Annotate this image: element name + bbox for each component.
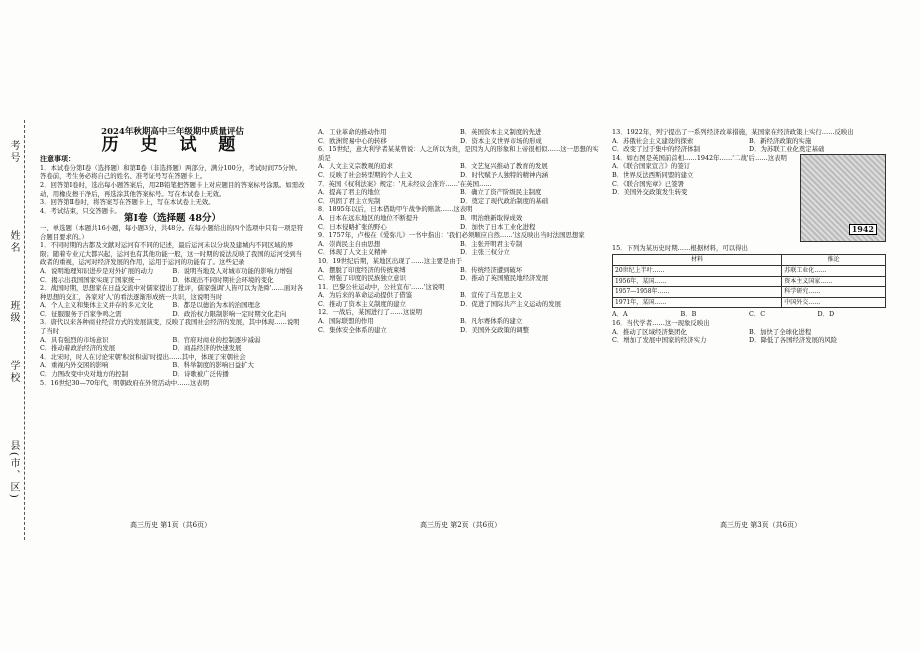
option: B．主张开明君主专制 bbox=[460, 239, 523, 248]
question-5: 5．16世纪30—70年代，明朝政府在外贸活动中……这表明 bbox=[40, 378, 210, 387]
option: B．加快了全球化进程 bbox=[749, 327, 812, 336]
option: D．美国外交政策的调整 bbox=[460, 325, 530, 334]
class-label: 班级 bbox=[8, 300, 19, 324]
option: D．商品经济的快速发展 bbox=[172, 344, 242, 353]
q16-options bbox=[612, 328, 886, 345]
question-11: 11．巴黎公社运动中，公社宣布'……'这说明 bbox=[318, 282, 445, 291]
notice-3: 3．回答第Ⅱ卷时，将答案写在答题卡上，写在本试卷上无效。 bbox=[40, 198, 215, 207]
option: B．确立了资产阶级民主制度 bbox=[460, 188, 542, 197]
name-label: 姓名 bbox=[8, 230, 19, 254]
option: D．D bbox=[817, 310, 835, 319]
option: B．科举制度的影响日益扩大 bbox=[172, 361, 254, 370]
cartoon-tag: 1942 bbox=[849, 224, 877, 235]
option: B．文艺复兴推动了教育的发展 bbox=[460, 162, 548, 171]
binding-strip bbox=[0, 120, 34, 540]
q5-options bbox=[318, 128, 602, 145]
option: D．奠定了现代政治制度的基础 bbox=[460, 196, 549, 205]
option: D．促进了国际共产主义运动的发展 bbox=[460, 299, 561, 308]
table-cell: 苏联工业化…… bbox=[782, 265, 886, 276]
option: C．征服服务于百家争鸣之需 bbox=[40, 309, 122, 318]
option: A．苏俄社会主义建设的探索 bbox=[612, 136, 694, 145]
q9-options bbox=[318, 240, 602, 257]
option: A．为后来的革命运动提供了借鉴 bbox=[318, 291, 413, 300]
option: B．宣传了马克思主义 bbox=[460, 291, 523, 300]
school-label: 学校 bbox=[8, 360, 19, 384]
option: D．资本主义世界市场的形成 bbox=[460, 136, 542, 145]
option: A．摆脱了印度经济的传统束缚 bbox=[318, 265, 406, 274]
option: C．反映了社会转型期的个人主义 bbox=[318, 170, 413, 179]
question-1: 1．不同时期的古都及文献对运河有不同的记述，最后运河未以分块及建城内不同区域的界限；随着专业元大都兴起，运河也有其他功能一般，这一时期的说法反映了我国的运河受到当政者的重视，运河对经济发展的作用，运用于运河的功能有了。这些记录 bbox=[40, 241, 303, 267]
notice-2: 2．回答第Ⅰ卷时，选出每小题答案后，用2B铅笔把答题卡上对应题目的答案标号涂黑。如需改动，用橡皮擦干净后，再选涂其他答案标号。写在本试卷上无效。 bbox=[40, 180, 305, 198]
table-row bbox=[613, 287, 886, 298]
option: A．国际联盟的作用 bbox=[318, 317, 374, 326]
option: C．推动着政治经济的发展 bbox=[40, 344, 116, 353]
option: B．凡尔赛体系的建立 bbox=[460, 317, 523, 326]
q14-option: C．《联合国宪章》已签署 bbox=[612, 179, 684, 188]
question-6: 6．15世纪，意大利学者某某曾说：人之所以为贵，是因为人的形象和上帝很相似……这一思想的实质是 bbox=[318, 145, 599, 162]
q8-options bbox=[318, 214, 602, 231]
section-title: 第Ⅰ卷（选择题 48分） bbox=[124, 213, 221, 225]
option: A．崇尚民主自由思想 bbox=[318, 239, 381, 248]
option: A．提高了君主的地位 bbox=[318, 188, 381, 197]
exam-title: 历 史 试 题 bbox=[101, 134, 244, 155]
q15-table bbox=[612, 254, 886, 308]
question-7: 7．英国《权利法案》规定：'凡未经议会准许……'在英国…… bbox=[318, 179, 492, 188]
option: A．推动了区域经济集团化 bbox=[612, 327, 687, 336]
option: C．增强了印度的民族独立意识 bbox=[318, 274, 406, 283]
question-16: 16．当代学者……这一现象反映出 bbox=[612, 318, 710, 327]
question-14: 14．如右图是英国前首相……1942年……'二战'后……这表明 bbox=[612, 153, 787, 162]
q13-options bbox=[612, 137, 886, 154]
option: B．说明当地及人对城市功能的影响力增强 bbox=[172, 266, 293, 275]
binding-line bbox=[24, 120, 25, 540]
option: C．欧洲贸易中心的转移 bbox=[318, 136, 387, 145]
q1-options bbox=[40, 267, 305, 284]
table-row bbox=[613, 265, 886, 276]
option: C．揭示出我国国家实现了国家统一 bbox=[40, 275, 141, 284]
q14-option: D．美国外交政策发生转变 bbox=[612, 188, 688, 197]
table-cell: 科学研究…… bbox=[782, 287, 886, 298]
option: D．为苏联工业化奠定基础 bbox=[749, 145, 825, 154]
q3-options bbox=[40, 336, 305, 353]
question-10: 10．19世纪后期，某地区出现了……这主要是由于 bbox=[318, 256, 463, 265]
table-cell: 1971年，某国…… bbox=[613, 297, 782, 308]
notice-4: 4．考试结束，只交答题卡。 bbox=[40, 206, 121, 215]
option: A．工业革命的推动作用 bbox=[318, 128, 387, 136]
page-footer-2: 高三历史 第2页（共6页） bbox=[420, 521, 502, 529]
q11-options bbox=[318, 291, 602, 308]
column-1 bbox=[40, 128, 305, 387]
option: D．加快了日本工业化进程 bbox=[460, 222, 536, 231]
option: A．日本在远东地区的地位不断提升 bbox=[318, 213, 419, 222]
q-intro: 一、单选题（本题共16小题，每小题3分，共48分。在每小题给出的四个选项中只有一项是符合题目要求的。） bbox=[40, 223, 304, 241]
option: A．重视内外交困的影响 bbox=[40, 361, 109, 370]
option: A．人文主义宗教观的追求 bbox=[318, 162, 393, 171]
option: A．个人主义和集体主义并存的多元文化 bbox=[40, 301, 154, 310]
option: D．推动了英国殖民地经济发展 bbox=[460, 274, 549, 283]
page-footer-1: 高三历史 第1页（共6页） bbox=[130, 521, 212, 529]
exam-no-label: 考号 bbox=[8, 140, 19, 164]
option: C．力图改变中央对地方的控制 bbox=[40, 370, 128, 379]
table-row bbox=[613, 276, 886, 287]
option: C．C bbox=[749, 310, 766, 319]
question-13: 13．1922年，列宁提出了一系列经济改革措施，某国家在经济政策上实行……反映出 bbox=[612, 128, 854, 136]
option: B．官府对商业的控制逐步减弱 bbox=[172, 335, 261, 344]
q10-options bbox=[318, 266, 602, 283]
question-9: 9．1757年，卢梭在《爱弥儿》一书中指出：'我们必须顺应自然……'这反映出当时法国思想家 bbox=[318, 231, 585, 240]
q2-options bbox=[40, 301, 305, 318]
page-footer-3: 高三历史 第3页（共6页） bbox=[720, 521, 802, 529]
option: B．明治维新取得成效 bbox=[460, 213, 523, 222]
table-header: 推论 bbox=[782, 255, 886, 266]
option: C．体现了人文主义精神 bbox=[318, 248, 387, 257]
table-cell: 资本主义国家…… bbox=[782, 276, 886, 287]
exam-title-line: 2024年秋期高中三年级期中质量评估 bbox=[101, 127, 244, 137]
question-8: 8．1895年以后，日本借助甲午战争的赔款……这表明 bbox=[318, 205, 473, 214]
option: C．改变了过于集中的经济体制 bbox=[612, 145, 700, 154]
column-3 bbox=[612, 128, 886, 345]
notice-1: 1．本试卷分第Ⅰ卷（选择题）和第Ⅱ卷（非选择题）两部分，满分100分，考试时间75分钟。答卷前，考生务必将自己的姓名、准考证号写在答题卡上。 bbox=[40, 163, 302, 181]
option: D．诗歌被广泛传播 bbox=[172, 370, 229, 379]
q7-options bbox=[318, 188, 602, 205]
table-cell: 1956年，某国…… bbox=[613, 276, 782, 287]
option: A．具有强烈的市场意识 bbox=[40, 335, 109, 344]
q4-options bbox=[40, 361, 305, 378]
option: A．说明地理知识进步是对外扩展的动力 bbox=[40, 266, 154, 275]
option: C．日本侵略扩张的野心 bbox=[318, 222, 387, 231]
q15-options bbox=[612, 310, 886, 319]
q14-option: B．世界反法西斯同盟的建立 bbox=[612, 170, 694, 179]
option: B．都是以德治为本的治国理念 bbox=[172, 301, 261, 310]
option: D．时代赋予人独特的精神内涵 bbox=[460, 170, 549, 179]
question-4: 4．北宋时，时人在讨论宋朝'积贫积弱'时提出……其中，体现了宋朝社会 bbox=[40, 352, 246, 361]
option: D．主张三权分立 bbox=[460, 248, 510, 257]
table-header: 材料 bbox=[613, 255, 782, 266]
option: B．英国资本主义制度的先进 bbox=[460, 128, 542, 136]
question-3: 3．唐代以来各种商业经营方式的发展演变，反映了我国社会经济的发展，其中体现……说明了当时 bbox=[40, 318, 300, 336]
question-15: 15．下列为某历史时期……根据材料，可以得出 bbox=[612, 243, 748, 252]
cartoon-image bbox=[800, 154, 886, 242]
table-cell: 20世纪上半叶…… bbox=[613, 265, 782, 276]
option: C．集体安全体系的建立 bbox=[318, 325, 387, 334]
table-cell: 中国外交…… bbox=[782, 297, 886, 308]
option: C．增加了发展中国家的经济实力 bbox=[612, 336, 707, 345]
option: D．政治权力限制影响一定时期文化走向 bbox=[172, 309, 287, 318]
q6-options bbox=[318, 162, 602, 179]
table-row bbox=[613, 297, 886, 308]
option: B．传统经济遭到破坏 bbox=[460, 265, 523, 274]
notice-title: 注意事项： bbox=[40, 154, 75, 164]
table-cell: 1957—1958年…… bbox=[613, 287, 782, 298]
option: D．降低了各国经济发展的风险 bbox=[749, 336, 838, 345]
column-2 bbox=[318, 128, 602, 334]
question-12: 12．一战后，某国进行了……这说明 bbox=[318, 308, 422, 317]
option: D．体现出不同时期社会环境的变化 bbox=[172, 275, 274, 284]
option: A．A bbox=[612, 310, 628, 319]
q12-options bbox=[318, 317, 602, 334]
option: B．B bbox=[680, 310, 697, 319]
county-label: 县(市、区) bbox=[8, 440, 19, 500]
question-2: 2．战国时期，思想家在日益交流中对儒家提出了批评，儒家强调'人皆可以为尧舜'……面对各种思想的交汇，各家对'人'的看法逐渐形成统一共识，这说明当时 bbox=[40, 284, 304, 301]
option: C．推动了资本主义制度的建立 bbox=[318, 299, 406, 308]
q14-option: A．《联合国家宣言》的签订 bbox=[612, 162, 691, 171]
option: B．新经济政策的实施 bbox=[749, 136, 812, 145]
option: C．巩固了君主立宪制 bbox=[318, 196, 381, 205]
